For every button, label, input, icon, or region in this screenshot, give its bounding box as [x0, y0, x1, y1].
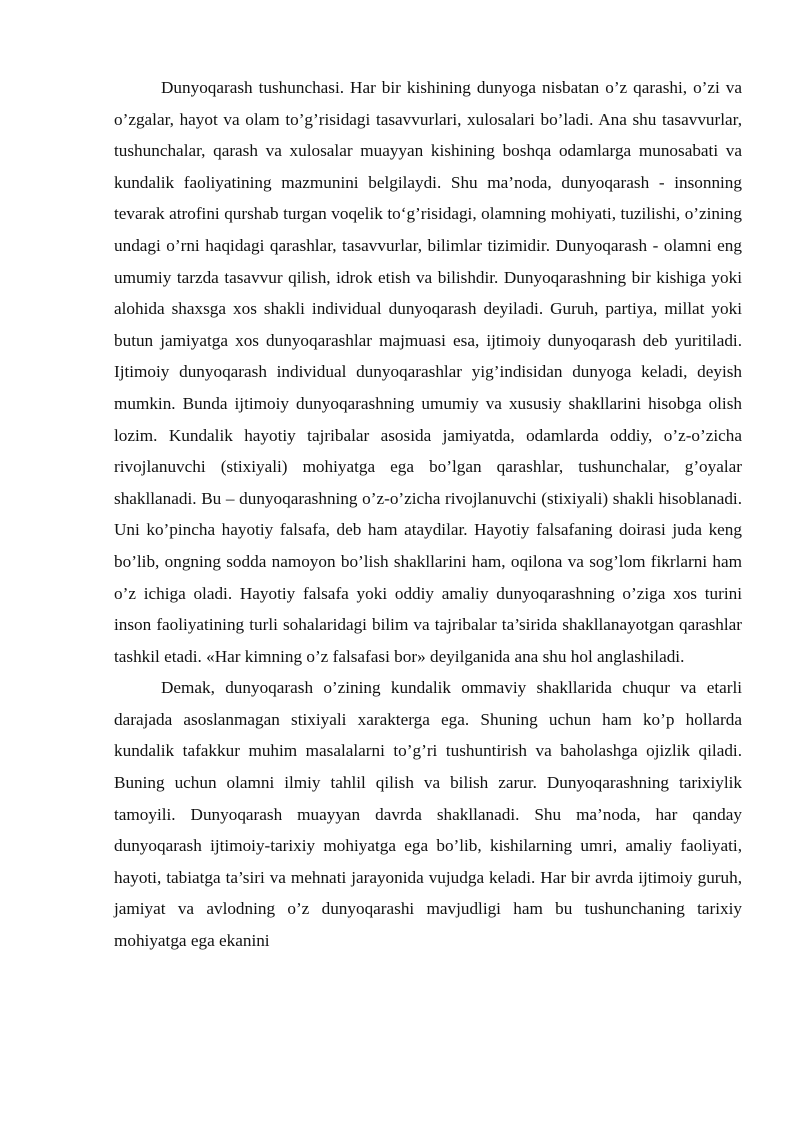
paragraph-worldview-concept: Dunyoqarash tushunchasi. Har bir kishining dunyoga nisbatan o’z qarashi, o’zi va o’zgalar, hayot va olam to’g’risidagi tasavvurlari, xulosalari bo’ladi. Ana shu tasavvurlar, tushunchalar, qarash va xulosalar muayyan kishining boshqa odamlarga munosabati va kundalik faoliyatining mazmunini belgilaydi. Shu ma’noda, dunyoqarash - insonning tevarak atrofini qurshab turgan voqelik to‘g’risidagi, olamning mohiyati, tuzilishi, o’zining undagi o’rni haqidagi qarashlar, tasavvurlar, bilimlar tizimidir. Dunyoqarash - olamni eng umumiy tarzda tasavvur qilish, idrok etish va bilishdir. Dunyoqarashning bir kishiga yoki alohida shaxsga xos shakli individual dunyoqarash deyiladi. Guruh, partiya, millat yoki butun jamiyatga xos dunyoqarashlar majmuasi esa, ijtimoiy dunyoqarash deb yuritiladi. Ijtimoiy dunyoqarash individual dunyoqarashlar yig’indisidan dunyoga keladi, deyish mumkin. Bunda ijtimoiy dunyoqarashning umumiy va xususiy shakllarini hisobga olish lozim. Kundalik hayotiy tajribalar asosida jamiyatda, odamlarda oddiy, o’z-o’zicha rivojlanuvchi (stixiyali) mohiyatga ega bo’lgan qarashlar, tushunchalar, g’oyalar shakllanadi. Bu – dunyoqarashning o’z-o’zicha rivojlanuvchi (stixiyali) shakli hisoblanadi. Uni ko’pincha hayotiy falsafa, deb ham ataydilar. Hayotiy falsafaning doirasi juda keng bo’lib, ongning sodda namoyon bo’lish shakllarini ham, oqilona va sog’lom fikrlarni ham o’z ichiga oladi. Hayotiy falsafa yoki oddiy amaliy dunyoqarashning o’ziga xos turini inson faoliyatining turli sohalaridagi bilim va tajribalar ta’sirida shakllanayotgan qarashlar tashkil etadi. «Har kimning o’z falsafasi bor» deyilganida ana shu hol anglashiladi. — [114, 78, 742, 666]
paragraph-worldview-historicity: Demak, dunyoqarash o’zining kundalik ommaviy shakllarida chuqur va etarli darajada asoslanmagan stixiyali xarakterga ega. Shuning uchun ham ko’p hollarda kundalik tafakkur muhim masalalarni to’g’ri tushuntirish va baholashga ojizlik qiladi. Buning uchun olamni ilmiy tahlil qilish va bilish zarur. Dunyoqarashning tarixiylik tamoyili. Dunyoqarash muayyan davrda shakllanadi. Shu ma’noda, har qanday dunyoqarash ijtimoiy-tarixiy mohiyatga ega bo’lib, kishilarning umri, amaliy faoliyati, hayoti, tabiatga ta’siri va mehnati jarayonida vujudga keladi. Har bir avrda ijtimoiy guruh, jamiyat va avlodning o’z dunyoqarashi mavjudligi ham bu tushunchaning tarixiy mohiyatga ega ekanini — [114, 678, 742, 951]
body-text — [114, 72, 742, 957]
